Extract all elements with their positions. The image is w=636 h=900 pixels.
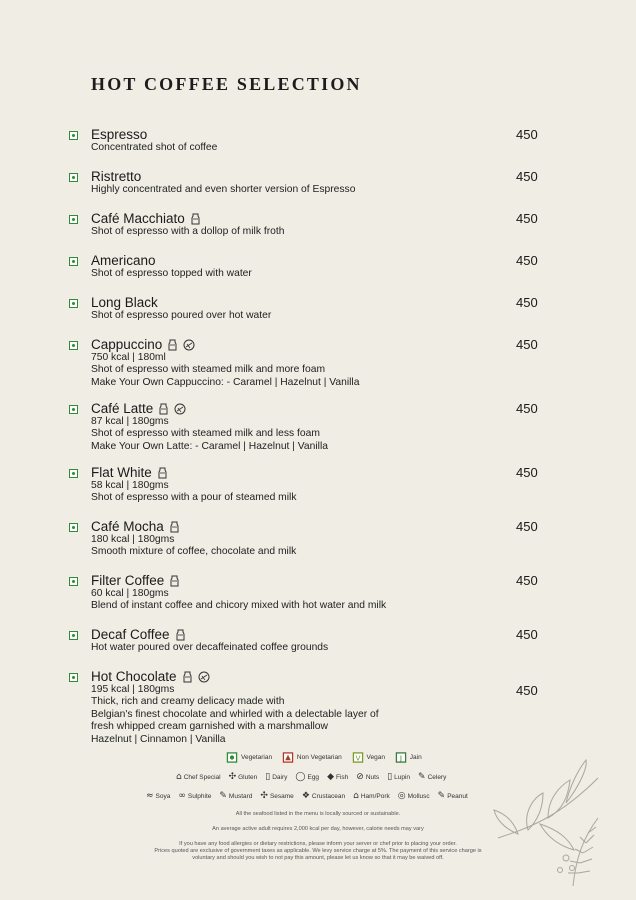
- sesame-icon: ✣: [260, 791, 268, 801]
- legend-vegan: Vegan: [366, 754, 385, 761]
- item-name: Filter Coffee: [91, 573, 165, 588]
- item-name: Café Latte: [91, 401, 154, 416]
- dairy-icon: ▯: [265, 772, 271, 782]
- lupin-icon: ▯: [387, 772, 393, 782]
- item-description: Concentrated shot of coffee: [91, 142, 218, 153]
- item-name: Flat White: [91, 465, 152, 480]
- page-title: HOT COFFEE SELECTION: [91, 74, 362, 94]
- legend-dairy: Dairy: [272, 773, 288, 781]
- ham-pork-icon: ⌂: [353, 791, 359, 801]
- item-description: Belgian's finest chocolate and whirled with a delectable layer of: [91, 708, 379, 720]
- item-description: Make Your Own Cappuccino: - Caramel | Hazelnut | Vanilla: [91, 376, 360, 388]
- nuts-icon: [174, 403, 186, 418]
- mustard-icon: ✎: [219, 791, 227, 801]
- item-description: Make Your Own Latte: - Caramel | Hazelnut | Vanilla: [91, 440, 328, 452]
- vegan-mark-icon: [352, 752, 364, 763]
- footer-allergy-note: If you have any food allergies or dietary restrictions, please inform your server or chef prior to placing your order.: [179, 841, 457, 847]
- vegetarian-icon: [69, 673, 78, 682]
- legend-celery: Celery: [427, 773, 447, 781]
- item-name: Hot Chocolate: [91, 669, 177, 684]
- item-description: Shot of espresso with a pour of steamed milk: [91, 492, 297, 504]
- vegetarian-icon: [69, 631, 78, 640]
- item-description: 87 kcal | 180gms: [91, 416, 169, 427]
- item-name: Americano: [91, 253, 156, 268]
- dairy-icon: [183, 671, 192, 686]
- item-price: 450: [516, 337, 538, 352]
- item-description: fresh whipped cream garnished with a marshmallow: [91, 721, 328, 733]
- item-name: Decaf Coffee: [91, 627, 170, 642]
- item-name: Espresso: [91, 127, 148, 142]
- legend-chef-special: Chef Special: [183, 773, 221, 781]
- item-description: Shot of espresso with steamed milk and less foam: [91, 428, 320, 440]
- legend-egg: Egg: [307, 773, 320, 781]
- legend-lupin: Lupin: [394, 773, 411, 781]
- nonveg-mark-icon: [282, 752, 294, 763]
- item-price: 450: [516, 573, 538, 588]
- footer-seafood-note: All the seafood listed in the menu is locally sourced or sustainable.: [235, 811, 401, 817]
- veg-mark-icon: [226, 752, 238, 763]
- fish-icon: ◆: [327, 772, 334, 782]
- item-price: 450: [516, 211, 538, 226]
- botanical-illustration: [488, 758, 628, 888]
- item-description: Shot of espresso topped with water: [91, 268, 252, 279]
- egg-icon: ◯: [295, 772, 306, 782]
- item-description: 58 kcal | 180gms: [91, 480, 169, 491]
- svg-text:V: V: [355, 753, 361, 763]
- soya-icon: ≈: [146, 791, 154, 801]
- svg-text:J: J: [399, 753, 402, 763]
- item-description: Shot of espresso poured over hot water: [91, 310, 272, 321]
- celery-icon: ✎: [418, 772, 426, 782]
- peanut-icon: ✎: [437, 791, 446, 801]
- item-description: 60 kcal | 180gms: [91, 588, 169, 599]
- footer-tax-note: Prices quoted are exclusive of government taxes as applicable. We levy service charge at 5%. The payment of this service charge is: [154, 848, 482, 854]
- nuts-icon: [198, 671, 210, 686]
- item-description: Smooth mixture of coffee, chocolate and milk: [91, 546, 297, 558]
- dairy-icon: [168, 339, 177, 354]
- mollusc-icon: ◎: [397, 791, 406, 801]
- footer-kcal-note: An average active adult requires 2,000 kcal per day, however, calorie needs may vary: [212, 826, 424, 832]
- vegetarian-icon: [69, 257, 78, 266]
- legend-mollusc: Mollusc: [407, 792, 430, 800]
- allergen-legend-row-1: [176, 772, 454, 782]
- item-description: 750 kcal | 180ml: [91, 352, 166, 363]
- legend-mustard: Mustard: [228, 792, 253, 800]
- item-name: Café Macchiato: [91, 211, 185, 226]
- legend-vegetarian: Vegetarian: [241, 754, 273, 761]
- sulphite-icon: ∞: [178, 791, 186, 801]
- item-price: 450: [516, 627, 538, 642]
- legend-gluten: Gluten: [238, 773, 258, 781]
- item-name: Café Mocha: [91, 519, 164, 534]
- vegetarian-icon: [69, 131, 78, 140]
- vegetarian-icon: [69, 299, 78, 308]
- crustacean-icon: ❖: [301, 791, 310, 801]
- legend-peanut: Peanut: [447, 792, 468, 800]
- legend-fish: Fish: [335, 773, 349, 781]
- vegetarian-icon: [69, 523, 78, 532]
- jain-mark-icon: [395, 752, 407, 763]
- item-price: 450: [516, 465, 538, 480]
- legend-crustacean: Crustacean: [311, 792, 346, 800]
- vegetarian-icon: [69, 405, 78, 414]
- item-name: Cappuccino: [91, 337, 163, 352]
- gluten-icon: ✣: [228, 772, 237, 782]
- legend-non-vegetarian: Non Vegetarian: [296, 754, 342, 761]
- item-description: Shot of espresso with a dollop of milk froth: [91, 226, 285, 237]
- nuts-icon: ⊘: [356, 772, 364, 782]
- footer-waiver-note: voluntary and should you wish to not pay this amount, please let us know so that it may be waived off.: [192, 855, 444, 861]
- item-price: 450: [516, 683, 538, 698]
- item-price: 450: [516, 253, 538, 268]
- diet-legend: [226, 752, 430, 765]
- vegetarian-icon: [69, 341, 78, 350]
- vegetarian-icon: [69, 173, 78, 182]
- vegetarian-icon: [69, 469, 78, 478]
- legend-sulphite: Sulphite: [187, 792, 212, 800]
- item-description: Hazelnut | Cinnamon | Vanilla: [91, 733, 226, 745]
- item-price: 450: [516, 169, 538, 184]
- legend-ham-pork: Ham/Pork: [360, 792, 390, 800]
- item-description: Highly concentrated and even shorter version of Espresso: [91, 184, 356, 195]
- legend-nuts: Nuts: [365, 773, 380, 781]
- nuts-icon: [183, 339, 195, 354]
- legend-sesame: Sesame: [269, 792, 294, 800]
- item-description: 195 kcal | 180gms: [91, 684, 175, 695]
- item-description: 180 kcal | 180gms: [91, 534, 175, 545]
- item-description: Blend of instant coffee and chicory mixed with hot water and milk: [91, 600, 387, 612]
- legend-jain: Jain: [409, 754, 422, 761]
- vegetarian-icon: [69, 215, 78, 224]
- item-price: 450: [516, 295, 538, 310]
- allergen-legend-row-2: [146, 791, 476, 801]
- item-price: 450: [516, 401, 538, 416]
- item-name: Long Black: [91, 295, 158, 310]
- item-name: Ristretto: [91, 169, 142, 184]
- item-description: Hot water poured over decaffeinated coffee grounds: [91, 642, 329, 653]
- item-price: 450: [516, 519, 538, 534]
- item-price: 450: [516, 127, 538, 142]
- chef-special-icon: ⌂: [176, 772, 182, 782]
- vegetarian-icon: [69, 577, 78, 586]
- item-description: Thick, rich and creamy delicacy made with: [91, 696, 285, 708]
- dairy-icon: [170, 575, 179, 590]
- legend-soya: Soya: [155, 792, 171, 800]
- item-description: Shot of espresso with steamed milk and more foam: [91, 364, 326, 376]
